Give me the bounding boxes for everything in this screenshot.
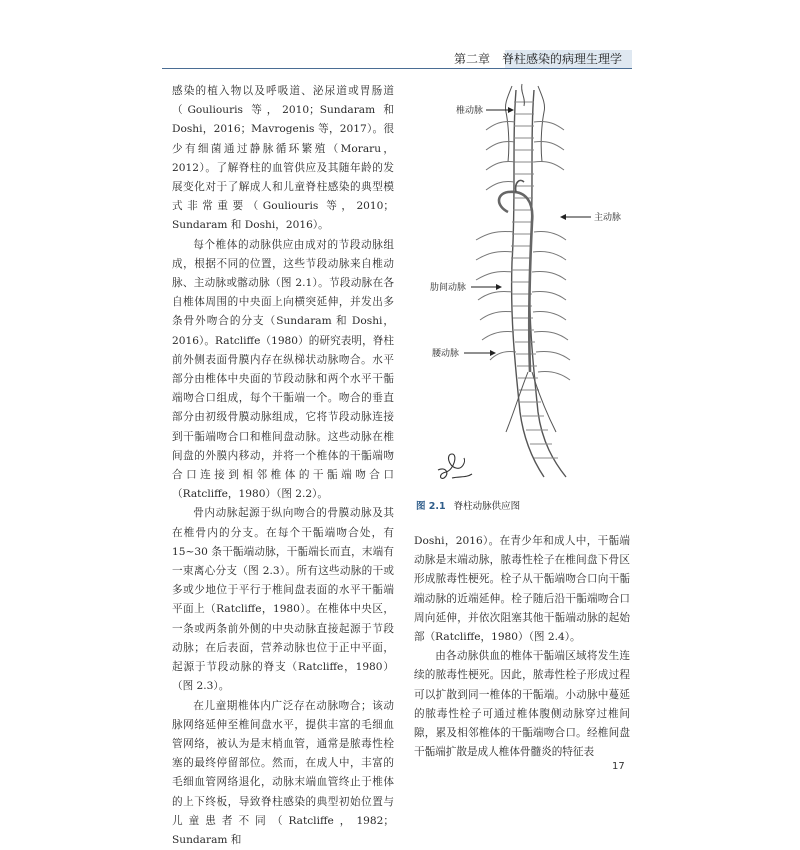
running-header	[0, 50, 800, 70]
label-intercostal-artery: 肋间动脉	[430, 281, 466, 293]
label-lumbar-artery: 腰动脉	[432, 347, 459, 359]
spine-artery-figure	[416, 82, 630, 482]
paragraph: 骨内动脉起源于纵向吻合的骨膜动脉及其在椎骨内的分支。在每个干骺端吻合处，有 15~30 条干骺端动脉，干骺端长而直，末端有一束离心分支（图 2.3）。所有这些动脉的干或多或少地位于平行于椎间盘表面的水平干骺端平面上（Ratcliffe，1980）。在椎体中央区，一条或两条前外侧的中央动脉直接起源于节段动脉；在后表面，营养动脉也位于正中平面，起源于节段动脉的脊支（Ratcliffe，1980）（图 2.3）。	[172, 504, 394, 696]
arrowhead-icon	[508, 107, 514, 113]
figure-number: 图 2.1	[416, 501, 446, 512]
paragraph: Doshi，2016）。在青少年和成人中，干骺端动脉是末端动脉，脓毒性栓子在椎间盘下骨区形成脓毒性梗死。栓子从干骺端吻合口向干骺端动脉的近端延伸。栓子随后沿干骺端吻合口周向延伸，并依次阻塞其他干骺端动脉的起始部（Ratcliffe，1980）（图 2.4）。	[414, 532, 630, 647]
page-number: 17	[612, 761, 625, 772]
arrowhead-icon	[490, 350, 496, 356]
artist-signature	[438, 454, 472, 478]
left-column	[172, 82, 394, 850]
figure-caption	[416, 498, 520, 512]
paragraph: 感染的植入物以及呼吸道、泌尿道或胃肠道（Gouliouris 等，2010；Sundaram 和 Doshi，2016；Mavrogenis 等，2017）。很少有细菌通过静脉循环繁殖（Moraru，2012）。了解脊柱的血管供应及其随年龄的发展变化对于了解成人和儿童脊柱感染的典型模式非常重要（Gouliouris 等，2010；Sundaram 和 Doshi，2016）。	[172, 82, 394, 236]
spine-artery-illustration	[416, 82, 630, 482]
figure-caption-text: 脊柱动脉供应图	[454, 501, 521, 512]
paragraph: 由各动脉供血的椎体干骺端区域将发生连续的脓毒性梗死。因此，脓毒性栓子形成过程可以扩散到同一椎体的干骺端。小动脉中蔓延的脓毒性栓子可通过椎体腹侧动脉穿过椎间隙，累及相邻椎体的干骺端吻合口。经椎间盘干骺端扩散是成人椎体骨髓炎的特征表	[414, 647, 630, 762]
label-aorta: 主动脉	[594, 211, 621, 223]
right-column	[414, 532, 630, 762]
arrowhead-icon	[496, 284, 502, 290]
paragraph: 在儿童期椎体内广泛存在动脉吻合；该动脉网络延伸至椎间盘水平，提供丰富的毛细血管网络，被认为是末梢血管，通常是脓毒性栓塞的最终停留部位。然而，在成人中，丰富的毛细血管网络退化，动脉末端血管终止于椎体的上下终板，导致脊柱感染的典型初始位置与儿童患者不同（Ratcliffe，1982；Sundaram 和	[172, 697, 394, 850]
arrowhead-icon	[560, 214, 566, 220]
chapter-title: 第二章 脊柱感染的病理生理学	[454, 50, 622, 67]
header-rule	[162, 68, 632, 69]
paragraph: 每个椎体的动脉供应由成对的节段动脉组成，根据不同的位置，这些节段动脉来自椎动脉、主动脉或髂动脉（图 2.1）。节段动脉在各自椎体周围的中央面上向横突延伸，并发出多条骨外吻合的分支（Sundaram 和 Doshi，2016）。Ratcliffe（1980）的研究表明，脊柱前外侧表面骨膜内存在纵梯状动脉吻合。水平部分由椎体中央面的节段动脉和两个水平干骺端吻合口组成，每个干骺端一个。吻合的垂直部分由初级骨膜动脉组成，它将节段动脉连接到干骺端吻合口和椎间盘动脉。这些动脉在椎间盘的外膜内移动，并将一个椎体的干骺端吻合口连接到相邻椎体的干骺端吻合口（Ratcliffe，1980）（图 2.2）。	[172, 236, 394, 505]
label-vertebral-artery: 椎动脉	[456, 104, 483, 116]
